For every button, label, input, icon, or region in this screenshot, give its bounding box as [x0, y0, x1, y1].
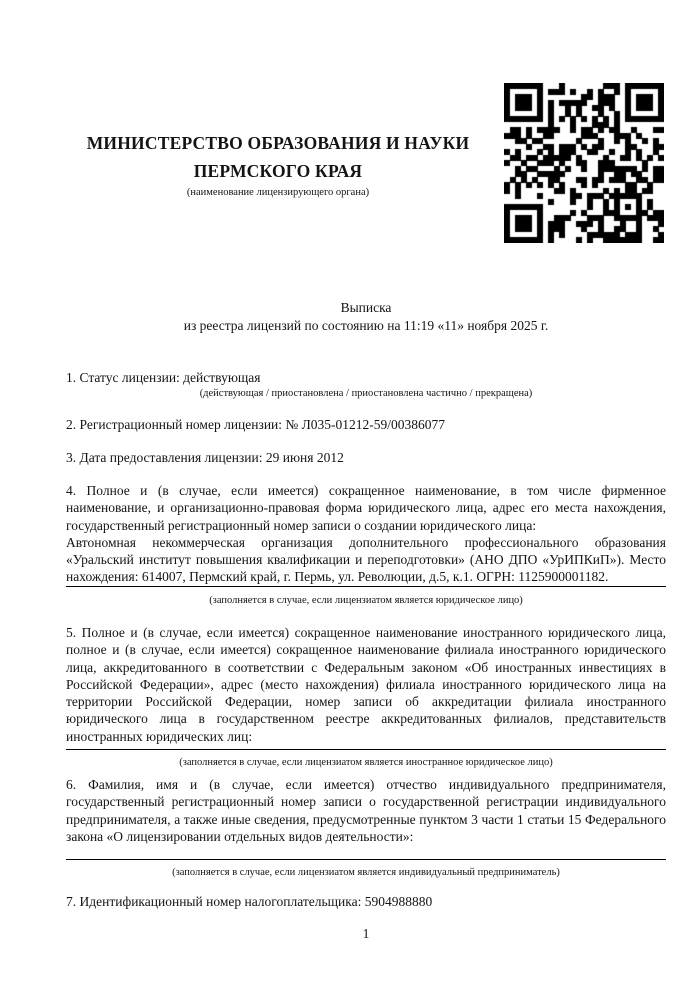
- foreign-entity-label: 5. Полное и (в случае, если имеется) сокращенное наименование иностранного юридического лица, полное и (в случае, если имеется) сокращенное наименование филиала иностранного юридического лица, аккредитованного в соответствии с Федеральным законом «Об иностранных инвестициях в Российской Федерации», адрес (место нахождения) филиала иностранного юридического лица на территории Российской Федерации, номер записи об аккредитации филиала иностранного юридического лица в государственном реестре аккредитованных филиалов, представительств иностранных юридических лиц:: [66, 625, 666, 744]
- legal-entity-value: Автономная некоммерческая организация дополнительного профессионального образования «Уральский институт повышения квалификации и переподготовки» (АНО ДПО «УрИПКиП»). Место нахождения: 614007, Пермский край, г. Пермь, ул. Революции, д.5, к.1. ОГРН: 1125900001182.: [66, 534, 666, 585]
- ministry-name-line2: ПЕРМСКОГО КРАЯ: [193, 161, 363, 181]
- legal-entity-note: (заполняется в случае, если лицензиатом является юридическое лицо): [209, 595, 523, 606]
- license-date-line: 3. Дата предоставления лицензии: 29 июня 2012: [66, 450, 344, 465]
- fill-in-line: [66, 586, 666, 587]
- ministry-name-line1: МИНИСТЕРСТВО ОБРАЗОВАНИЯ И НАУКИ: [86, 133, 470, 153]
- entrepreneur-note: (заполняется в случае, если лицензиатом является индивидуальный предприниматель): [172, 867, 560, 878]
- legal-entity-section: [66, 482, 666, 586]
- licensing-authority-header: [66, 129, 490, 199]
- taxpayer-id-line: 7. Идентификационный номер налогоплательщика: 5904988880: [66, 894, 433, 909]
- license-status-line: 1. Статус лицензии: действующая: [66, 370, 261, 385]
- document-title-block: [66, 299, 666, 334]
- document-subtitle: из реестра лицензий по состоянию на 11:19 «11» ноября 2025 г.: [183, 317, 549, 333]
- fill-in-line: [66, 859, 666, 860]
- legal-entity-label: 4. Полное и (в случае, если имеется) сокращенное наименование, в том числе фирменное наименование, и организационно-правовая форма юридического лица, адрес его места нахождения, государственный регистрационный номер записи о создании юридического лица:: [66, 483, 666, 533]
- registration-number-line: 2. Регистрационный номер лицензии: № Л035-01212-59/00386077: [66, 417, 446, 432]
- license-status-options-note: (действующая / приостановлена / приостановлена частично / прекращена): [199, 388, 533, 399]
- document-title: Выписка: [340, 300, 392, 315]
- qr-code-icon: [504, 83, 664, 243]
- foreign-entity-note: (заполняется в случае, если лицензиатом является иностранное юридическое лицо): [179, 757, 553, 768]
- fill-in-line: [66, 749, 666, 750]
- page-number: 1: [362, 926, 370, 941]
- ministry-name-caption: (наименование лицензирующего органа): [186, 187, 370, 198]
- entrepreneur-label: 6. Фамилия, имя и (в случае, если имеется) отчество индивидуального предпринимателя, государственный регистрационный номер записи о государственной регистрации индивидуального предпринимателя, а также иные сведения, предусмотренные пунктом 3 части 1 статьи 15 Федерального закона «О лицензировании отдельных видов деятельности»:: [66, 777, 666, 844]
